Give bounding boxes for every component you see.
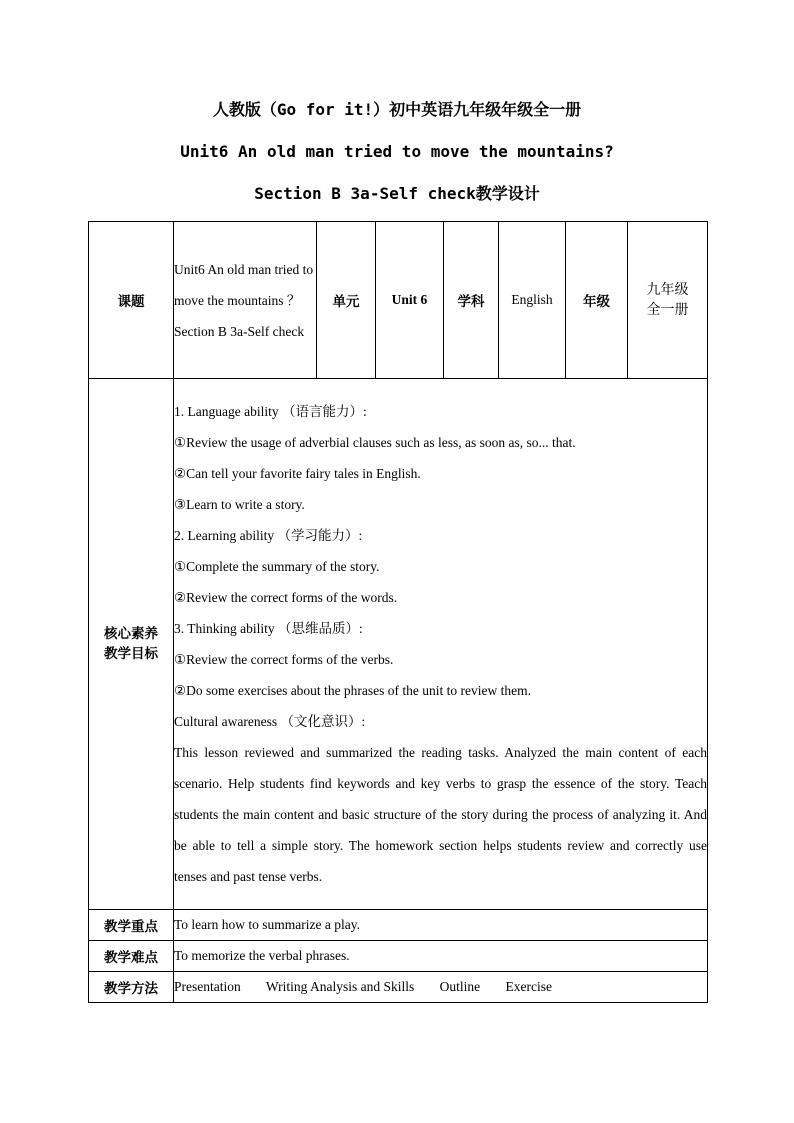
- method-item: Writing Analysis and Skills: [265, 979, 415, 994]
- grade-value-line-1: 九年级: [646, 282, 689, 298]
- grade-label: 年级: [566, 222, 628, 379]
- title-line-2: Unit6 An old man tried to move the mountains?: [180, 142, 614, 161]
- unit-value: Unit 6: [376, 222, 444, 379]
- objectives-label-line-1: 核心素养: [104, 626, 158, 641]
- objective-line: ①Review the correct forms of the verbs.: [174, 652, 394, 667]
- objectives-content: [174, 379, 708, 910]
- objective-line: ②Review the correct forms of the words.: [174, 590, 398, 605]
- methods-value: [174, 972, 708, 1003]
- topic-value: Unit6 An old man tried to move the mountains ？ Section B 3a-Self check: [174, 222, 317, 379]
- objective-line: ①Review the usage of adverbial clauses such as less, as soon as, so... that.: [174, 435, 576, 450]
- key-point-label: 教学重点: [89, 910, 174, 941]
- subject-label: 学科: [444, 222, 499, 379]
- methods-label: 教学方法: [89, 972, 174, 1003]
- methods-row: [89, 972, 708, 1003]
- grade-value-line-2: 全一册: [646, 302, 689, 318]
- document-title-block: [0, 100, 794, 226]
- difficulty-label: 教学难点: [89, 941, 174, 972]
- objective-line: 1. Language ability （语言能力）:: [174, 404, 367, 419]
- objectives-label-line-2: 教学目标: [104, 646, 158, 661]
- objective-line: ③Learn to write a story.: [174, 497, 305, 512]
- objectives-label: [89, 379, 174, 910]
- difficulty-row: [89, 941, 708, 972]
- objective-line: 3. Thinking ability （思维品质）:: [174, 621, 363, 636]
- objective-line: Cultural awareness （文化意识）:: [174, 714, 366, 729]
- header-row: [89, 222, 708, 379]
- objectives-row: [89, 379, 708, 910]
- key-point-value: To learn how to summarize a play.: [174, 910, 708, 941]
- objective-line: ②Do some exercises about the phrases of the unit to review them.: [174, 683, 532, 698]
- lesson-plan-table: [88, 221, 708, 1003]
- key-point-row: [89, 910, 708, 941]
- title-line-3: Section B 3a-Self check教学设计: [254, 184, 540, 203]
- objective-line: 2. Learning ability （学习能力）:: [174, 528, 363, 543]
- subject-value: English: [499, 222, 566, 379]
- difficulty-value: To memorize the verbal phrases.: [174, 941, 708, 972]
- cultural-awareness-paragraph: This lesson reviewed and summarized the reading tasks. Analyzed the main content of each scenario. Help students find keywords and key verbs to grasp the essence of the story. Teach students the main content and basic structure of the story during the process of analyzing it. And be able to tell a simple story. The homework section helps students review and correctly use tenses and past tense verbs.: [174, 745, 707, 884]
- title-line-1: 人教版（Go for it!）初中英语九年级年级全一册: [212, 100, 582, 119]
- method-item: Presentation: [174, 979, 241, 994]
- method-item: Exercise: [505, 979, 552, 994]
- objective-line: ②Can tell your favorite fairy tales in English.: [174, 466, 421, 481]
- unit-label: 单元: [317, 222, 376, 379]
- topic-label: 课题: [89, 222, 174, 379]
- method-item: Outline: [439, 979, 481, 994]
- grade-value: [628, 222, 708, 379]
- objective-line: ①Complete the summary of the story.: [174, 559, 380, 574]
